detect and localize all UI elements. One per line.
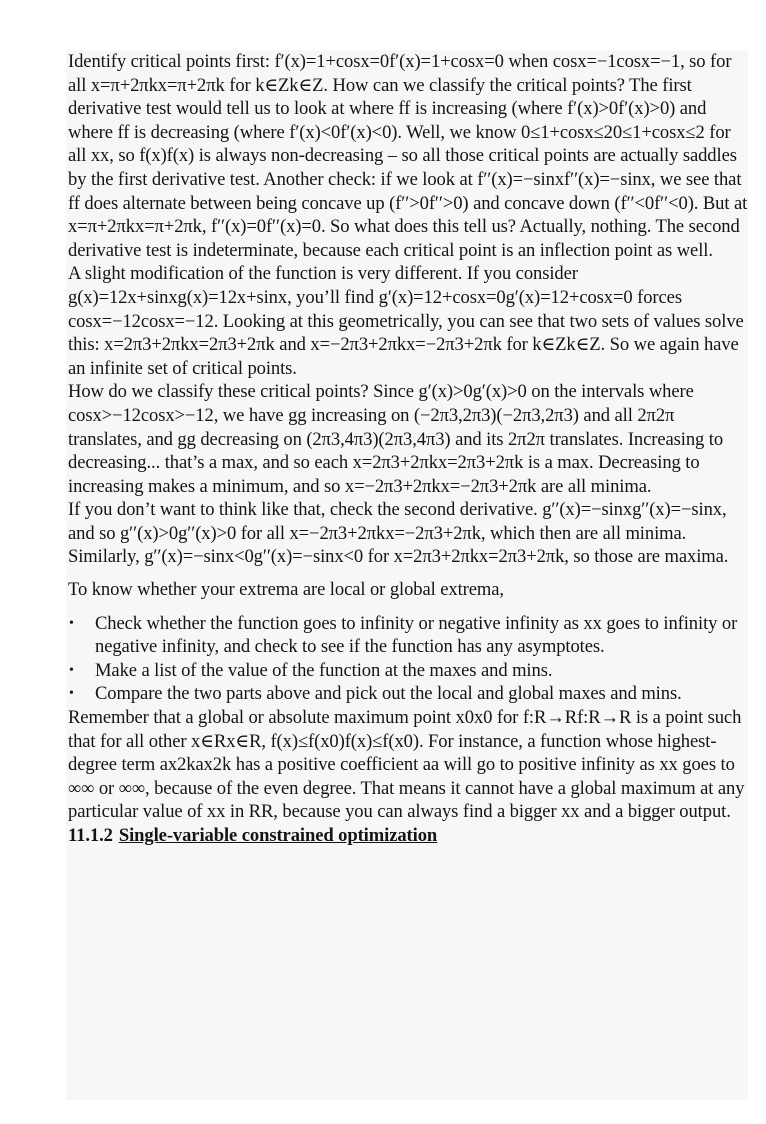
list-item-text: Compare the two parts above and pick out the local and global maxes and mins.	[95, 683, 682, 705]
section-title: Single-variable constrained optimization	[118, 825, 438, 846]
paragraph-critical-points: Identify critical points first: f′(x)=1+cosx=0f′(x)=1+cosx=0 when cosx=−1cosx=−1, so for all x=π+2πkx=π+2πk for k∈Zk∈Z. How can we classify the critical points? The first derivative test would tell us to look at where ff is increasing (where f′(x)>0f′(x)>0) and where ff is decreasing (where f′(x)<0f′(x)<0). Well, we know 0≤1+cosx≤20≤1+cosx≤2 for all xx, so f(x)f(x) is always non-decreasing – so all those critical points are actually saddles by the first derivative test. Another check: if we look at f′′(x)=−sinxf′′(x)=−sinx, we see that ff does alternate between being concave up (f′′>0f′′>0) and concave down (f′′<0f′′<0). But at x=π+2πkx=π+2πk, f′′(x)=0f′′(x)=0. So what does this tell us? Actually, nothing. The second derivative test is indeterminate, because each critical point is an inflection point as well.	[68, 51, 748, 261]
bullet-icon: •	[69, 662, 74, 678]
paragraph-classify: How do we classify these critical points? Since g′(x)>0g′(x)>0 on the intervals where cosx>−12cosx>−12, we have gg increasing on (−2π3,2π3)(−2π3,2π3) and all 2π2π translates, and gg decreasing on (2π3,4π3)(2π3,4π3) and its 2π2π translates. Increasing to decreasing... that’s a max, and so each x=2π3+2πkx=2π3+2πk is a max. Decreasing to increasing makes a minimum, and so x=−2π3+2πkx=−2π3+2πk are all minima.	[68, 381, 724, 497]
list-item	[68, 659, 748, 683]
bullet-icon: •	[69, 615, 74, 631]
list-item	[68, 612, 748, 659]
paragraph-global-maximum: Remember that a global or absolute maximum point x0x0 for f:R→Rf:R→R is a point such that for all other x∈Rx∈R, f(x)≤f(x0)f(x)≤f(x0). For instance, a function whose highest-degree term ax2kax2k has a positive coefficient aa will go to positive infinity as xx goes to ∞∞ or ∞∞, because of the even degree. That means it cannot have a global maximum at any particular value of xx in RR, because you can always find a bigger xx and a bigger output.	[68, 707, 745, 823]
paragraph-second-derivative: If you don’t want to think like that, check the second derivative. g′′(x)=−sinxg′′(x)=−sinx, and so g′′(x)>0g′′(x)>0 for all x=−2π3+2πkx=−2π3+2πk, which then are all minima. Similarly, g′′(x)=−sinx<0g′′(x)=−sinx<0 for x=2π3+2πkx=2π3+2πk, so those are maxima.	[68, 499, 729, 568]
paragraph-extrema-intro: To know whether your extrema are local or global extrema,	[68, 579, 504, 601]
paragraph-modification: A slight modification of the function is very different. If you consider g(x)=12x+sinxg(x)=12x+sinx, you’ll find g′(x)=12+cosx=0g′(x)=12+cosx=0 forces cosx=−12cosx=−12. Looking at this geometrically, you can see that two sets of values solve this: x=2π3+2πkx=2π3+2πk and x=−2π3+2πkx=−2π3+2πk for k∈Zk∈Z. So we again have an infinite set of critical points.	[68, 263, 744, 379]
section-number: 11.1.2	[68, 825, 113, 846]
extrema-checklist	[68, 612, 748, 706]
list-item-text: Check whether the function goes to infinity or negative infinity as xx goes to infinity or negative infinity, and check to see if the function has any asymptotes.	[95, 612, 738, 658]
bullet-icon: •	[69, 686, 74, 702]
spacer	[68, 569, 748, 578]
list-item-text: Make a list of the value of the function at the maxes and mins.	[95, 659, 553, 681]
document-page	[66, 50, 748, 1100]
list-item	[68, 682, 748, 706]
section-heading	[68, 824, 748, 848]
